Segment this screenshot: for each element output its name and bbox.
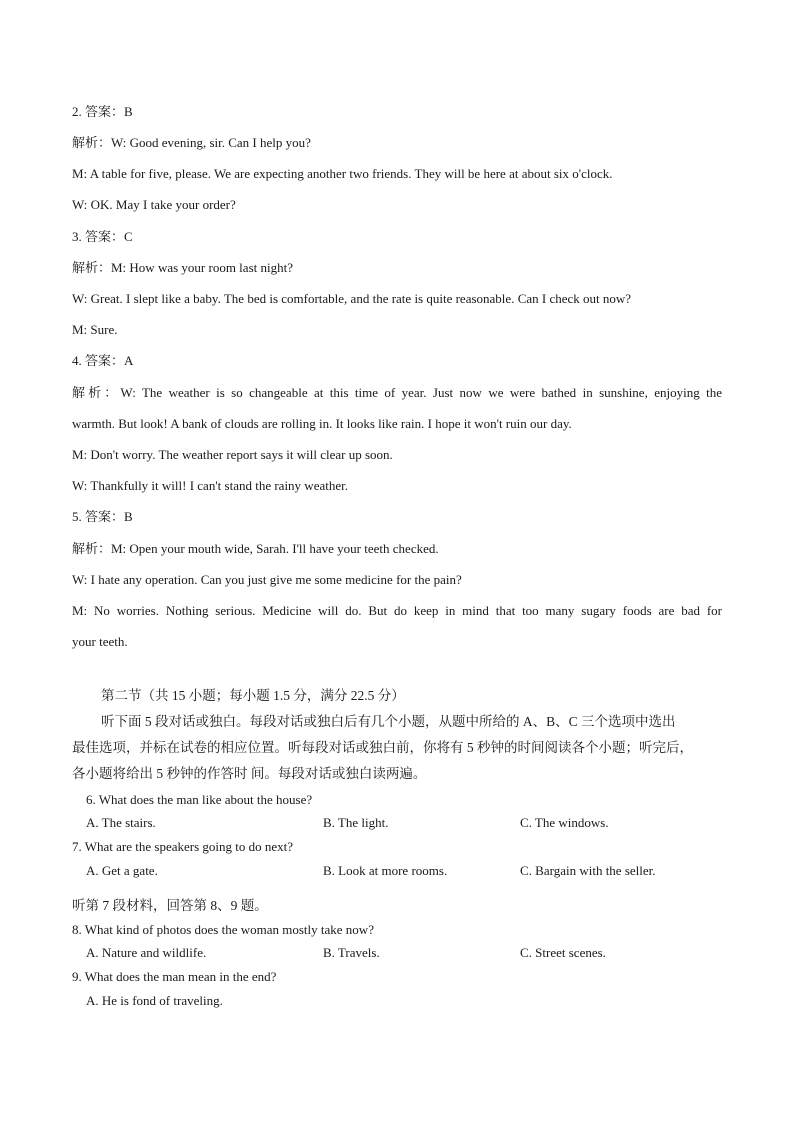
q8-option-a: A. Nature and wildlife. — [86, 945, 207, 960]
section-2-heading: 第二节（共 15 小题；每小题 1.5 分，满分 22.5 分） — [101, 688, 405, 703]
analysis-3-line-1: 解析：M: How was your room last night? — [72, 260, 293, 275]
analysis-5-line-3: M: No worries. Nothing serious. Medicine will do. But do keep in mind that too many sugary foods are bad for — [72, 603, 722, 618]
q6-option-c: C. The windows. — [520, 815, 609, 830]
analysis-4-line-2: warmth. But look! A bank of clouds are rolling in. It looks like rain. I hope it won't ruin our day. — [72, 416, 572, 431]
analysis-4-line-1: 解析：W: The weather is so changeable at this time of year. Just now we were bathed in sunshine, enjoying the — [72, 385, 722, 400]
instructions-line-2: 最佳选项，并标在试卷的相应位置。听每段对话或独白前，你将有 5 秒钟的时间阅读各个小题；听完后， — [72, 740, 693, 755]
analysis-4-line-4: W: Thankfully it will! I can't stand the rainy weather. — [72, 478, 348, 493]
analysis-2-line-1: 解析：W: Good evening, sir. Can I help you? — [72, 135, 311, 150]
question-8: 8. What kind of photos does the woman mostly take now? — [72, 922, 374, 937]
instructions-line-1: 听下面 5 段对话或独白。每段对话或独白后有几个小题，从题中所给的 A、B、C 三个选项中选出 — [101, 714, 676, 729]
q6-option-b: B. The light. — [323, 815, 389, 830]
question-9: 9. What does the man mean in the end? — [72, 969, 277, 984]
analysis-2-line-3: W: OK. May I take your order? — [72, 197, 236, 212]
analysis-3-line-3: M: Sure. — [72, 322, 118, 337]
answer-4: 4. 答案：A — [72, 353, 134, 368]
q8-option-c: C. Street scenes. — [520, 945, 606, 960]
analysis-4-line-3: M: Don't worry. The weather report says it will clear up soon. — [72, 447, 393, 462]
q7-option-a: A. Get a gate. — [86, 863, 158, 878]
question-6: 6. What does the man like about the house? — [86, 792, 313, 807]
q7-option-b: B. Look at more rooms. — [323, 863, 448, 878]
question-7: 7. What are the speakers going to do next? — [72, 839, 294, 854]
analysis-5-line-2: W: I hate any operation. Can you just give me some medicine for the pain? — [72, 572, 462, 587]
answer-5: 5. 答案：B — [72, 509, 133, 524]
material-note: 听第 7 段材料，回答第 8、9 题。 — [72, 898, 268, 913]
answer-2: 2. 答案：B — [72, 104, 133, 119]
q9-option-a: A. He is fond of traveling. — [86, 993, 223, 1008]
q8-option-b: B. Travels. — [323, 945, 380, 960]
q7-option-c: C. Bargain with the seller. — [520, 863, 656, 878]
analysis-2-line-2: M: A table for five, please. We are expecting another two friends. They will be here at about six o'clock. — [72, 166, 613, 181]
answer-3: 3. 答案：C — [72, 229, 133, 244]
instructions-line-3: 各小题将给出 5 秒钟的作答时 间。每段对话或独白读两遍。 — [72, 766, 427, 781]
analysis-5-line-1: 解析：M: Open your mouth wide, Sarah. I'll have your teeth checked. — [72, 541, 439, 556]
q6-option-a: A. The stairs. — [86, 815, 156, 830]
analysis-3-line-2: W: Great. I slept like a baby. The bed is comfortable, and the rate is quite reasonable. Can I check out now? — [72, 291, 632, 306]
analysis-5-line-4: your teeth. — [72, 634, 128, 649]
